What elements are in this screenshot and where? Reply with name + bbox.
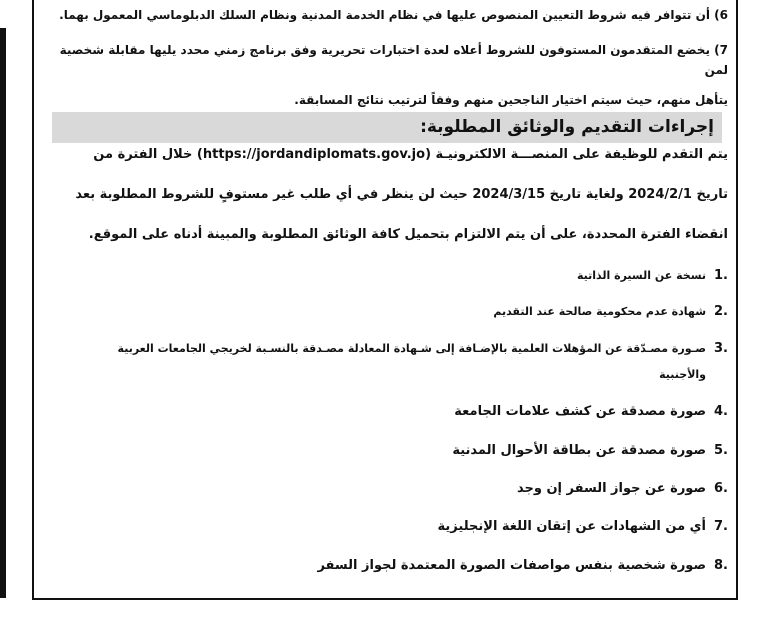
requirement-7 bbox=[44, 40, 728, 120]
document-item-7 bbox=[438, 519, 728, 534]
procedure-line-3: انقضاء الفترة المحددة، على أن يتم الالتزام بتحميل كافة الوثائق المطلوبة والمبينة أدناه على الموقع. bbox=[88, 227, 728, 242]
document-item-4 bbox=[454, 404, 728, 419]
procedure-line-1: يتم التقدم للوظيفة على المنصـــة الالكترونيـة (https://jordandiplomats.gov.jo) خلال الفترة من bbox=[93, 147, 728, 162]
document-text: صورة مصدقة عن كشف علامات الجامعة bbox=[454, 404, 707, 419]
document-text: أي من الشهادات عن إتقان اللغة الإنجليزية bbox=[437, 519, 707, 534]
document-item-3 bbox=[42, 341, 728, 356]
requirement-7-line-2: يتأهل منهم، حيث سيتم اختيار الناجحين منهم وفقاً لترتيب نتائج المسابقة. bbox=[294, 93, 728, 107]
document-number: 8. bbox=[714, 558, 728, 573]
document-number: 3. bbox=[714, 341, 728, 356]
requirement-6: 6) أن تتوافر فيه شروط التعيين المنصوص عليها في نظام الخدمة المدنية ونظام السلك الدبلوماسي المعمول بهما. bbox=[59, 8, 728, 22]
document-text: صورة شخصية بنفس مواصفات الصورة المعتمدة لجواز السفر bbox=[317, 558, 707, 573]
document-number: 1. bbox=[714, 268, 728, 283]
document-item-5 bbox=[452, 443, 728, 458]
document-text: شهادة عدم محكومية صالحة عند التقديم bbox=[493, 305, 707, 318]
document-text: صورة مصدقة عن بطاقة الأحوال المدنية bbox=[452, 443, 707, 458]
document-number: 6. bbox=[714, 481, 728, 496]
document-number: 5. bbox=[714, 443, 728, 458]
document-text: نسخة عن السيرة الذاتية bbox=[576, 269, 707, 282]
document-item-1 bbox=[577, 268, 728, 283]
document-item-6 bbox=[517, 481, 728, 496]
document-text: صورة عن جواز السفر إن وجد bbox=[516, 481, 707, 496]
document-item-3-continuation: والأجنبية bbox=[659, 368, 706, 381]
document-number: 2. bbox=[714, 304, 728, 319]
left-border-line bbox=[0, 28, 6, 598]
document-number: 4. bbox=[714, 404, 728, 419]
procedure-line-2: تاريخ 2024/2/1 ولغاية تاريخ 2024/3/15 حيث لن ينظر في أي طلب غير مستوفٍ للشروط المطلوبة بعد bbox=[75, 187, 728, 202]
document-item-8 bbox=[317, 558, 728, 573]
section-heading: إجراءات التقديم والوثائق المطلوبة: bbox=[52, 112, 722, 143]
document-text: صـورة مصـدّقة عن المؤهلات العلمية بالإضـافة إلى شـهادة المعادلة مصـدقة بالنسـبة لخريجي الجامعات العربية bbox=[117, 342, 707, 355]
document-number: 7. bbox=[714, 519, 728, 534]
document-item-2 bbox=[493, 304, 728, 319]
requirement-7-line-1: 7) يخضع المتقدمون المستوفون للشروط أعلاه لعدة اختبارات تحريرية وفق برنامج زمني محدد يليها مقابلة شخصية لمن bbox=[59, 43, 728, 77]
